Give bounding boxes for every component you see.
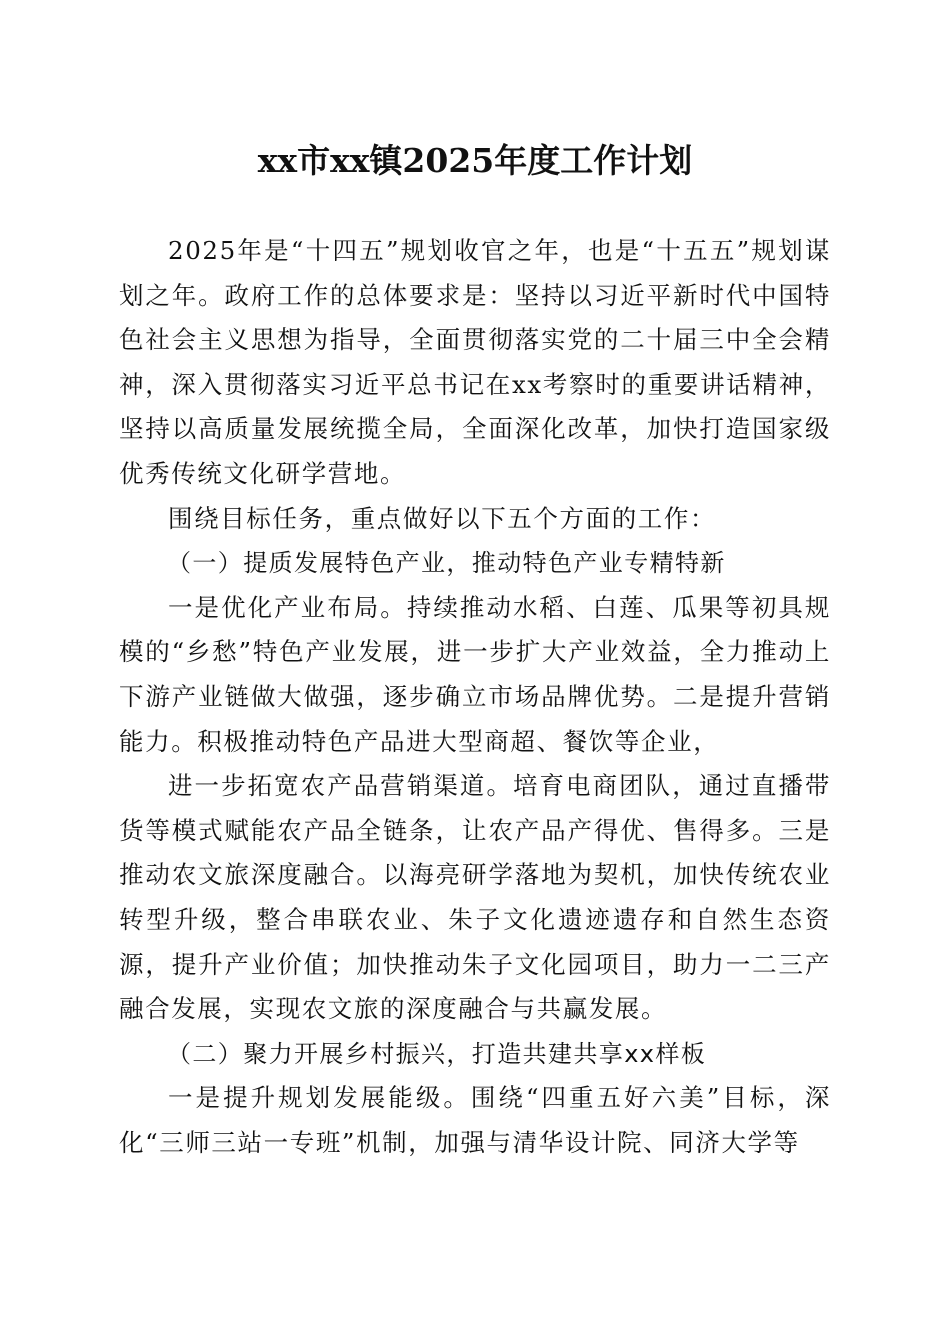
- section-2-paragraph-1-lead: 一是提升规划发展能级。: [168, 1083, 471, 1113]
- section-2-paragraph-1: [119, 1076, 831, 1165]
- section-2-heading: （二）聚力开展乡村振兴，打造共建共享xx样板: [167, 1039, 707, 1068]
- section-1-paragraph-1: [119, 586, 831, 764]
- document-body: [119, 229, 831, 1165]
- section-1-paragraph-1-text: 持续推动水稻、白莲、瓜果等初具规模的“乡愁”特色产业发展，进一步扩大产业效益，全力推动上下游产业链做大做强，逐步确立市场品牌优势。二是提升营销能力。积极推动特色产品进大型商超、餐饮等企业，: [119, 592, 831, 756]
- intro-paragraph: 2025年是“十四五”规划收官之年，也是“十五五”规划谋划之年。政府工作的总体要求是：坚持以习近平新时代中国特色社会主义思想为指导，全面贯彻落实党的二十届三中全会精神，深入贯彻落实习近平总书记在xx考察时的重要讲话精神，坚持以高质量发展统揽全局，全面深化改革，加快打造国家级优秀传统文化研学营地。: [119, 236, 831, 488]
- task-intro-paragraph: 围绕目标任务，重点做好以下五个方面的工作：: [168, 503, 717, 533]
- section-1-paragraph-2: 进一步拓宽农产品营销渠道。培育电商团队，通过直播带货等模式赋能农产品全链条，让农产品产得优、售得多。三是推动农文旅深度融合。以海亮研学落地为契机，加快传统农业转型升级，整合串联农业、朱子文化遗迹遗存和自然生态资源，提升产业价值；加快推动朱子文化园项目，助力一二三产融合发展，实现农文旅的深度融合与共赢发展。: [119, 771, 831, 1024]
- section-1-paragraph-1-lead: 一是优化产业布局。: [168, 592, 407, 622]
- section-1-heading: （一）提质发展特色产业，推动特色产业专精特新: [167, 549, 726, 578]
- section-2-paragraph-1-text: 围绕“四重五好六美”目标，深化“三师三站一专班”机制，加强与清华设计院、同济大学等: [119, 1083, 831, 1157]
- document-title: xx市xx镇2025年度工作计划: [257, 141, 693, 180]
